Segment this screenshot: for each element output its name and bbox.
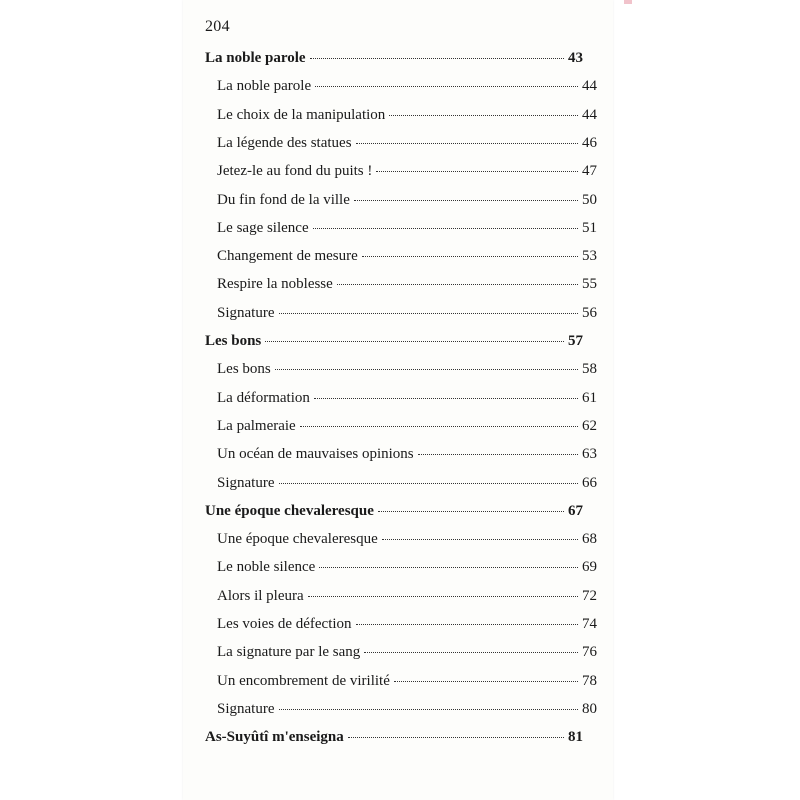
toc-entry-title: Signature	[217, 700, 275, 717]
toc-dot-leader	[382, 539, 578, 540]
toc-chapter-entry	[205, 502, 583, 520]
toc-entry-title: Signature	[217, 474, 275, 491]
toc-section-entry	[217, 445, 597, 463]
toc-section-entry	[217, 106, 597, 124]
toc-dot-leader	[376, 171, 578, 172]
toc-entry-page: 72	[582, 587, 597, 604]
toc-dot-leader	[337, 284, 578, 285]
toc-section-entry	[217, 672, 597, 690]
toc-dot-leader	[300, 426, 578, 427]
toc-dot-leader	[265, 341, 564, 342]
toc-entry-title: Les bons	[205, 333, 262, 349]
toc-entry-title: La signature par le sang	[217, 644, 361, 661]
toc-section-entry	[217, 700, 597, 718]
toc-section-entry	[217, 587, 597, 605]
toc-entry-page: 69	[582, 559, 597, 576]
toc-entry-page: 66	[582, 474, 597, 491]
toc-section-entry	[217, 360, 597, 378]
toc-entry-title: Alors il pleura	[217, 587, 304, 604]
toc-entry-page: 67	[568, 502, 583, 519]
toc-entry-title: As-Suyûtî m'enseigna	[205, 729, 344, 746]
toc-section-entry	[217, 530, 597, 548]
toc-entry-title: Le choix de la manipulation	[217, 106, 386, 123]
toc-dot-leader	[389, 115, 578, 116]
toc-entry-title: Un océan de mauvaises opinions	[217, 446, 414, 463]
toc-section-entry	[217, 247, 597, 265]
toc-entry-title: La déformation	[217, 389, 310, 406]
toc-dot-leader	[315, 86, 578, 87]
toc-section-entry	[217, 417, 597, 435]
toc-entry-page: 44	[582, 106, 597, 123]
toc-entry-page: 47	[582, 163, 597, 180]
toc-section-entry	[217, 191, 597, 209]
toc-dot-leader	[356, 624, 578, 625]
toc-dot-leader	[378, 511, 564, 512]
toc-entry-page: 58	[582, 361, 597, 378]
toc-dot-leader	[275, 369, 578, 370]
toc-section-entry	[217, 615, 597, 633]
toc-dot-leader	[348, 737, 564, 738]
toc-entry-page: 63	[582, 446, 597, 463]
toc-dot-leader	[313, 228, 578, 229]
toc-entry-page: 76	[582, 644, 597, 661]
toc-entry-page: 74	[582, 616, 597, 632]
toc-chapter-entry	[205, 49, 583, 67]
page-number: 204	[205, 18, 230, 35]
toc-entry-title: Une époque chevaleresque	[205, 502, 374, 519]
toc-entry-title: Signature	[217, 304, 275, 321]
toc-entry-page: 44	[582, 78, 597, 95]
toc-entry-title: Une époque chevaleresque	[217, 531, 378, 548]
toc-section-entry	[217, 389, 597, 407]
toc-entry-title: Le noble silence	[217, 559, 316, 576]
toc-entry-title: Les voies de défection	[217, 616, 352, 632]
toc-dot-leader	[394, 681, 578, 682]
toc-entry-title: Les bons	[217, 361, 271, 378]
toc-entry-page: 68	[582, 531, 597, 548]
toc-chapter-entry	[205, 728, 583, 746]
toc-entry-page: 62	[582, 417, 597, 434]
toc-dot-leader	[319, 567, 578, 568]
toc-dot-leader	[354, 200, 578, 201]
toc-dot-leader	[362, 256, 578, 257]
toc-dot-leader	[308, 596, 578, 597]
toc-section-entry	[217, 558, 597, 576]
toc-entry-title: La légende des statues	[217, 134, 352, 151]
toc-dot-leader	[364, 652, 578, 653]
toc-dot-leader	[279, 709, 579, 710]
toc-entry-page: 55	[582, 276, 597, 293]
toc-entry-page: 78	[582, 672, 597, 689]
toc-entry-page: 57	[568, 333, 583, 349]
toc-entry-page: 51	[582, 219, 597, 236]
toc-entry-title: La noble parole	[205, 50, 306, 66]
toc-entry-title: Du fin fond de la ville	[217, 191, 350, 208]
toc-entry-title: Respire la noblesse	[217, 276, 333, 293]
toc-entry-page: 61	[582, 389, 597, 406]
toc-entry-title: Le sage silence	[217, 219, 309, 236]
toc-entry-page: 80	[582, 700, 597, 717]
toc-section-entry	[217, 304, 597, 322]
toc-entry-page: 53	[582, 248, 597, 265]
toc-entry-page: 81	[568, 729, 583, 746]
toc-entry-page: 50	[582, 191, 597, 208]
toc-section-entry	[217, 134, 597, 152]
toc-section-entry	[217, 275, 597, 293]
toc-dot-leader	[279, 313, 579, 314]
toc-dot-leader	[314, 398, 578, 399]
toc-dot-leader	[356, 143, 578, 144]
toc-section-entry	[217, 77, 597, 95]
toc-entry-page: 56	[582, 304, 597, 321]
toc-entry-title: Jetez-le au fond du puits !	[217, 163, 373, 180]
toc-dot-leader	[418, 454, 578, 455]
toc-section-entry	[217, 162, 597, 180]
toc-entry-title: La noble parole	[217, 78, 312, 95]
toc-entry-title: Un encombrement de virilité	[217, 672, 390, 689]
toc-entry-title: La palmeraie	[217, 417, 296, 434]
page-edge-mark	[624, 0, 632, 4]
toc-entry-title: Changement de mesure	[217, 248, 358, 265]
toc-dot-leader	[310, 58, 564, 59]
toc-section-entry	[217, 643, 597, 661]
toc-chapter-entry	[205, 332, 583, 350]
toc-dot-leader	[279, 483, 579, 484]
toc-section-entry	[217, 219, 597, 237]
toc-section-entry	[217, 474, 597, 492]
toc-entry-page: 46	[582, 134, 597, 151]
toc-entry-page: 43	[568, 50, 583, 66]
